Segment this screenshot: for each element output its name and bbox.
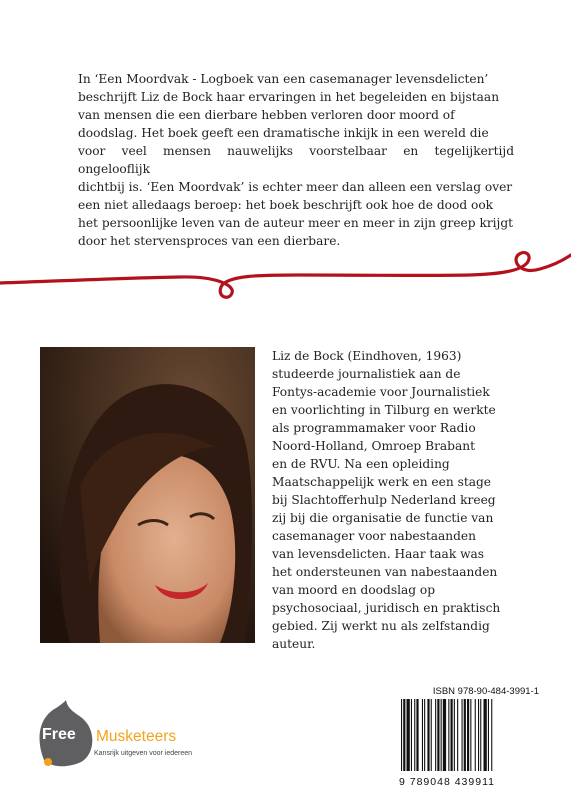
bio-line: Maatschappelijk werk en een stage — [272, 475, 492, 489]
barcode-bar — [401, 699, 402, 771]
blurb-line: voor veel mensen nauwelijks voorstelbaar en tegelijkertijd ongelooflijk — [78, 144, 514, 176]
blurb-line: In ‘Een Moordvak - Logboek van een casemanager levensdelicten’ — [78, 72, 489, 86]
bio-line: casemanager voor nabestaanden — [272, 529, 476, 543]
barcode-bar — [454, 699, 455, 771]
barcode-bar — [457, 699, 458, 771]
blurb-line: een niet alledaags beroep: het boek beschrijft ook hoe de dood ook — [78, 198, 494, 212]
bio-line: psychosociaal, juridisch en praktisch — [272, 601, 501, 615]
bio-line: Noord-Holland, Omroep Brabant — [272, 439, 475, 453]
publisher-logo — [36, 700, 226, 770]
bio-line: gebied. Zij werkt nu als zelfstandig — [272, 619, 490, 633]
blurb-line: het persoonlijke leven van de auteur meer en meer in zijn greep krijgt — [78, 216, 514, 230]
blurb-line: van mensen die een dierbare hebben verloren door moord of — [78, 108, 455, 122]
bio-line: van moord en doodslag op — [272, 583, 436, 597]
barcode-bar — [422, 699, 423, 771]
barcode-bar — [407, 699, 410, 771]
bio-line: zij bij die organisatie de functie van — [272, 511, 494, 525]
bio-line: en de RVU. Na een opleiding — [272, 457, 450, 471]
barcode-bar — [416, 699, 418, 771]
barcode-bar — [470, 699, 471, 771]
bio-line: en voorlichting in Tilburg en werkte — [272, 403, 496, 417]
barcode-bar — [441, 699, 442, 771]
barcode-bar — [448, 699, 449, 771]
barcode-bar — [467, 699, 469, 771]
barcode-bar — [443, 699, 446, 771]
barcode-bar — [475, 699, 476, 771]
barcode-bar — [403, 699, 405, 771]
author-photo — [40, 347, 255, 643]
barcode-bar — [464, 699, 466, 771]
author-bio — [272, 347, 532, 653]
blurb-line: doodslag. Het boek geeft een dramatische inkijk in een wereld die — [78, 126, 489, 140]
barcode-bar — [414, 699, 415, 771]
blurb-line: door het stervensproces van een dierbare. — [78, 234, 341, 248]
barcode-bar — [427, 699, 429, 771]
publisher-name-musketeers: Musketeers — [96, 728, 177, 745]
bio-line: Liz de Bock (Eindhoven, 1963) — [272, 349, 462, 363]
publisher-name-free: Free — [42, 726, 76, 743]
bio-line: Fontys-academie voor Journalistiek — [272, 385, 490, 399]
blurb-line: dichtbij is. ‘Een Moordvak’ is echter meer dan alleen een verslag over — [78, 180, 513, 194]
publisher-tagline: Kansrijk uitgeven voor iedereen — [94, 750, 193, 757]
isbn-label: ISBN 978-90-484-3991-1 — [432, 686, 539, 697]
barcode-bars — [399, 699, 539, 771]
bio-line: auteur. — [272, 637, 316, 651]
barcode-bar — [488, 699, 489, 771]
blurb-line: beschrijft Liz de Bock haar ervaringen in het begeleiden en bijstaan — [78, 90, 500, 104]
barcode-bar — [484, 699, 487, 771]
bio-line: het ondersteunen van nabestaanden — [272, 565, 498, 579]
barcode-digits: 9 789048 439911 — [399, 776, 495, 788]
barcode-bar — [437, 699, 439, 771]
barcode-bar — [411, 699, 412, 771]
bio-line: van levensdelicten. Haar taak was — [272, 547, 485, 561]
isbn-barcode — [399, 686, 539, 788]
barcode-bar — [435, 699, 436, 771]
bio-line: studeerde journalistiek aan de — [272, 367, 461, 381]
barcode-bar — [478, 699, 479, 771]
barcode-bar — [431, 699, 432, 771]
barcode-bar — [480, 699, 481, 771]
barcode-bar — [451, 699, 453, 771]
red-ribbon-divider — [0, 245, 571, 305]
barcode-bar — [491, 699, 492, 771]
bio-line: bij Slachtofferhulp Nederland kreeg — [272, 493, 496, 507]
barcode-bar — [462, 699, 463, 771]
barcode-bar — [424, 699, 425, 771]
bio-line: als programmamaker voor Radio — [272, 421, 476, 435]
back-cover-blurb — [78, 70, 514, 250]
